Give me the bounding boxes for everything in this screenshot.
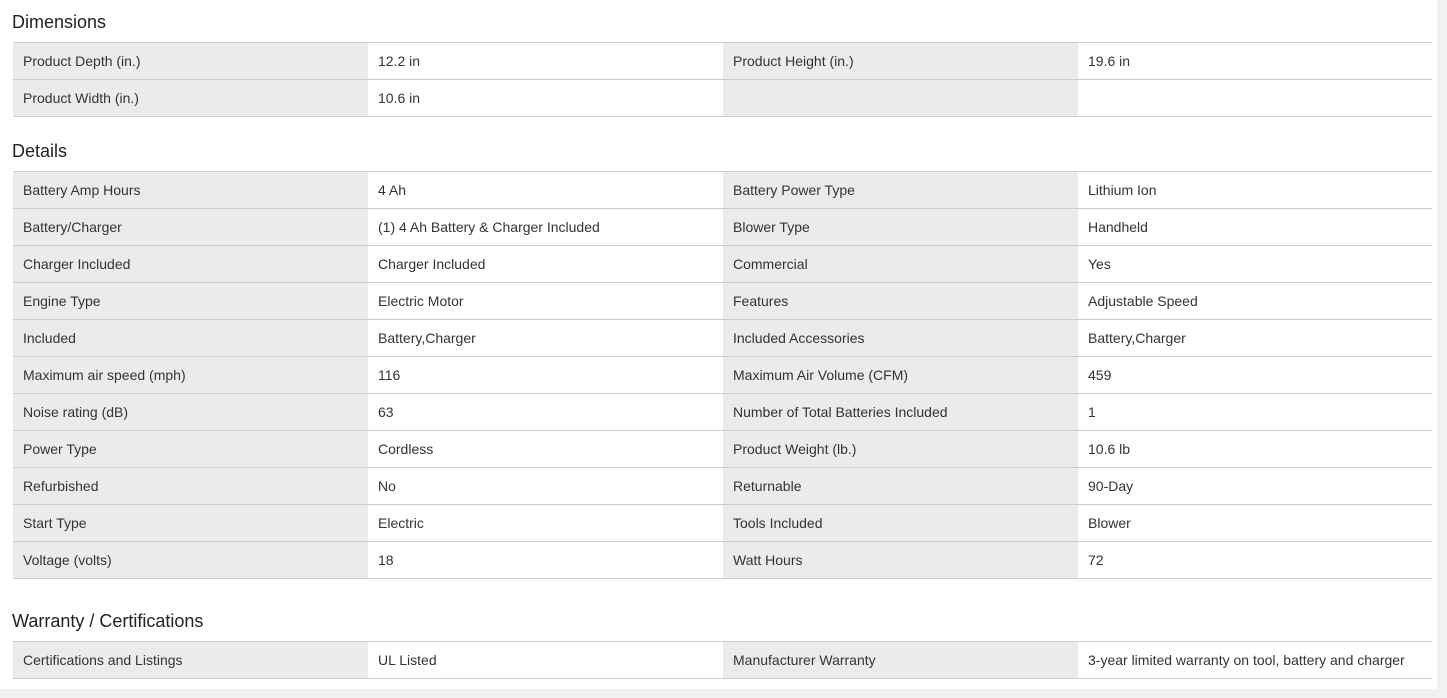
table-row — [13, 642, 1432, 679]
spec-value — [1078, 80, 1432, 117]
spec-value: Electric Motor — [368, 283, 723, 320]
spec-value: Charger Included — [368, 246, 723, 283]
spec-value: Battery,Charger — [368, 320, 723, 357]
spec-value: 116 — [368, 357, 723, 394]
spec-label: Number of Total Batteries Included — [723, 394, 1078, 431]
details-heading: Details — [12, 141, 68, 161]
spec-label: Power Type — [13, 431, 368, 468]
spec-value: Adjustable Speed — [1078, 283, 1432, 320]
spec-value: 3-year limited warranty on tool, battery and charger — [1078, 642, 1432, 679]
table-row — [13, 468, 1432, 505]
spec-label: Battery/Charger — [13, 209, 368, 246]
spec-label: Blower Type — [723, 209, 1078, 246]
spec-label: Battery Amp Hours — [13, 172, 368, 209]
spec-value: 12.2 in — [368, 43, 723, 80]
spec-label: Features — [723, 283, 1078, 320]
table-row — [13, 505, 1432, 542]
spec-value: Cordless — [368, 431, 723, 468]
spec-value: No — [368, 468, 723, 505]
spec-value: 10.6 in — [368, 80, 723, 117]
spec-value: Battery,Charger — [1078, 320, 1432, 357]
spec-label: Voltage (volts) — [13, 542, 368, 579]
warranty-table — [13, 641, 1432, 679]
spec-value: (1) 4 Ah Battery & Charger Included — [368, 209, 723, 246]
spec-label: Product Width (in.) — [13, 80, 368, 117]
spec-value: UL Listed — [368, 642, 723, 679]
spec-label: Charger Included — [13, 246, 368, 283]
table-row — [13, 246, 1432, 283]
dimensions-heading: Dimensions — [12, 12, 107, 32]
spec-label: Included Accessories — [723, 320, 1078, 357]
spec-value: 19.6 in — [1078, 43, 1432, 80]
spec-label: Manufacturer Warranty — [723, 642, 1078, 679]
spec-label: Tools Included — [723, 505, 1078, 542]
details-table — [13, 171, 1432, 579]
spec-label: Refurbished — [13, 468, 368, 505]
spec-label: Maximum Air Volume (CFM) — [723, 357, 1078, 394]
spec-label: Start Type — [13, 505, 368, 542]
warranty-heading: Warranty / Certifications — [12, 611, 204, 631]
spec-value: Yes — [1078, 246, 1432, 283]
spec-value: Handheld — [1078, 209, 1432, 246]
spec-value: Lithium Ion — [1078, 172, 1432, 209]
table-row — [13, 542, 1432, 579]
spec-value: Blower — [1078, 505, 1432, 542]
table-row — [13, 43, 1432, 80]
spec-label: Engine Type — [13, 283, 368, 320]
spec-value: 459 — [1078, 357, 1432, 394]
spec-label: Battery Power Type — [723, 172, 1078, 209]
spec-label: Product Depth (in.) — [13, 43, 368, 80]
table-row — [13, 80, 1432, 117]
spec-label: Commercial — [723, 246, 1078, 283]
spec-value: Electric — [368, 505, 723, 542]
table-row — [13, 394, 1432, 431]
spec-value: 1 — [1078, 394, 1432, 431]
spec-label: Included — [13, 320, 368, 357]
table-row — [13, 320, 1432, 357]
spec-value: 63 — [368, 394, 723, 431]
spec-label: Certifications and Listings — [13, 642, 368, 679]
spec-value: 18 — [368, 542, 723, 579]
spec-label: Product Weight (lb.) — [723, 431, 1078, 468]
spec-label: Product Height (in.) — [723, 43, 1078, 80]
spec-value: 90-Day — [1078, 468, 1432, 505]
spec-label: Returnable — [723, 468, 1078, 505]
table-row — [13, 283, 1432, 320]
spec-label: Watt Hours — [723, 542, 1078, 579]
spec-value: 72 — [1078, 542, 1432, 579]
spec-label: Noise rating (dB) — [13, 394, 368, 431]
table-row — [13, 431, 1432, 468]
spec-value: 4 Ah — [368, 172, 723, 209]
table-row — [13, 209, 1432, 246]
spec-value: 10.6 lb — [1078, 431, 1432, 468]
table-row — [13, 357, 1432, 394]
dimensions-table — [13, 42, 1432, 117]
spec-label: Maximum air speed (mph) — [13, 357, 368, 394]
spec-label — [723, 80, 1078, 117]
table-row — [13, 172, 1432, 209]
